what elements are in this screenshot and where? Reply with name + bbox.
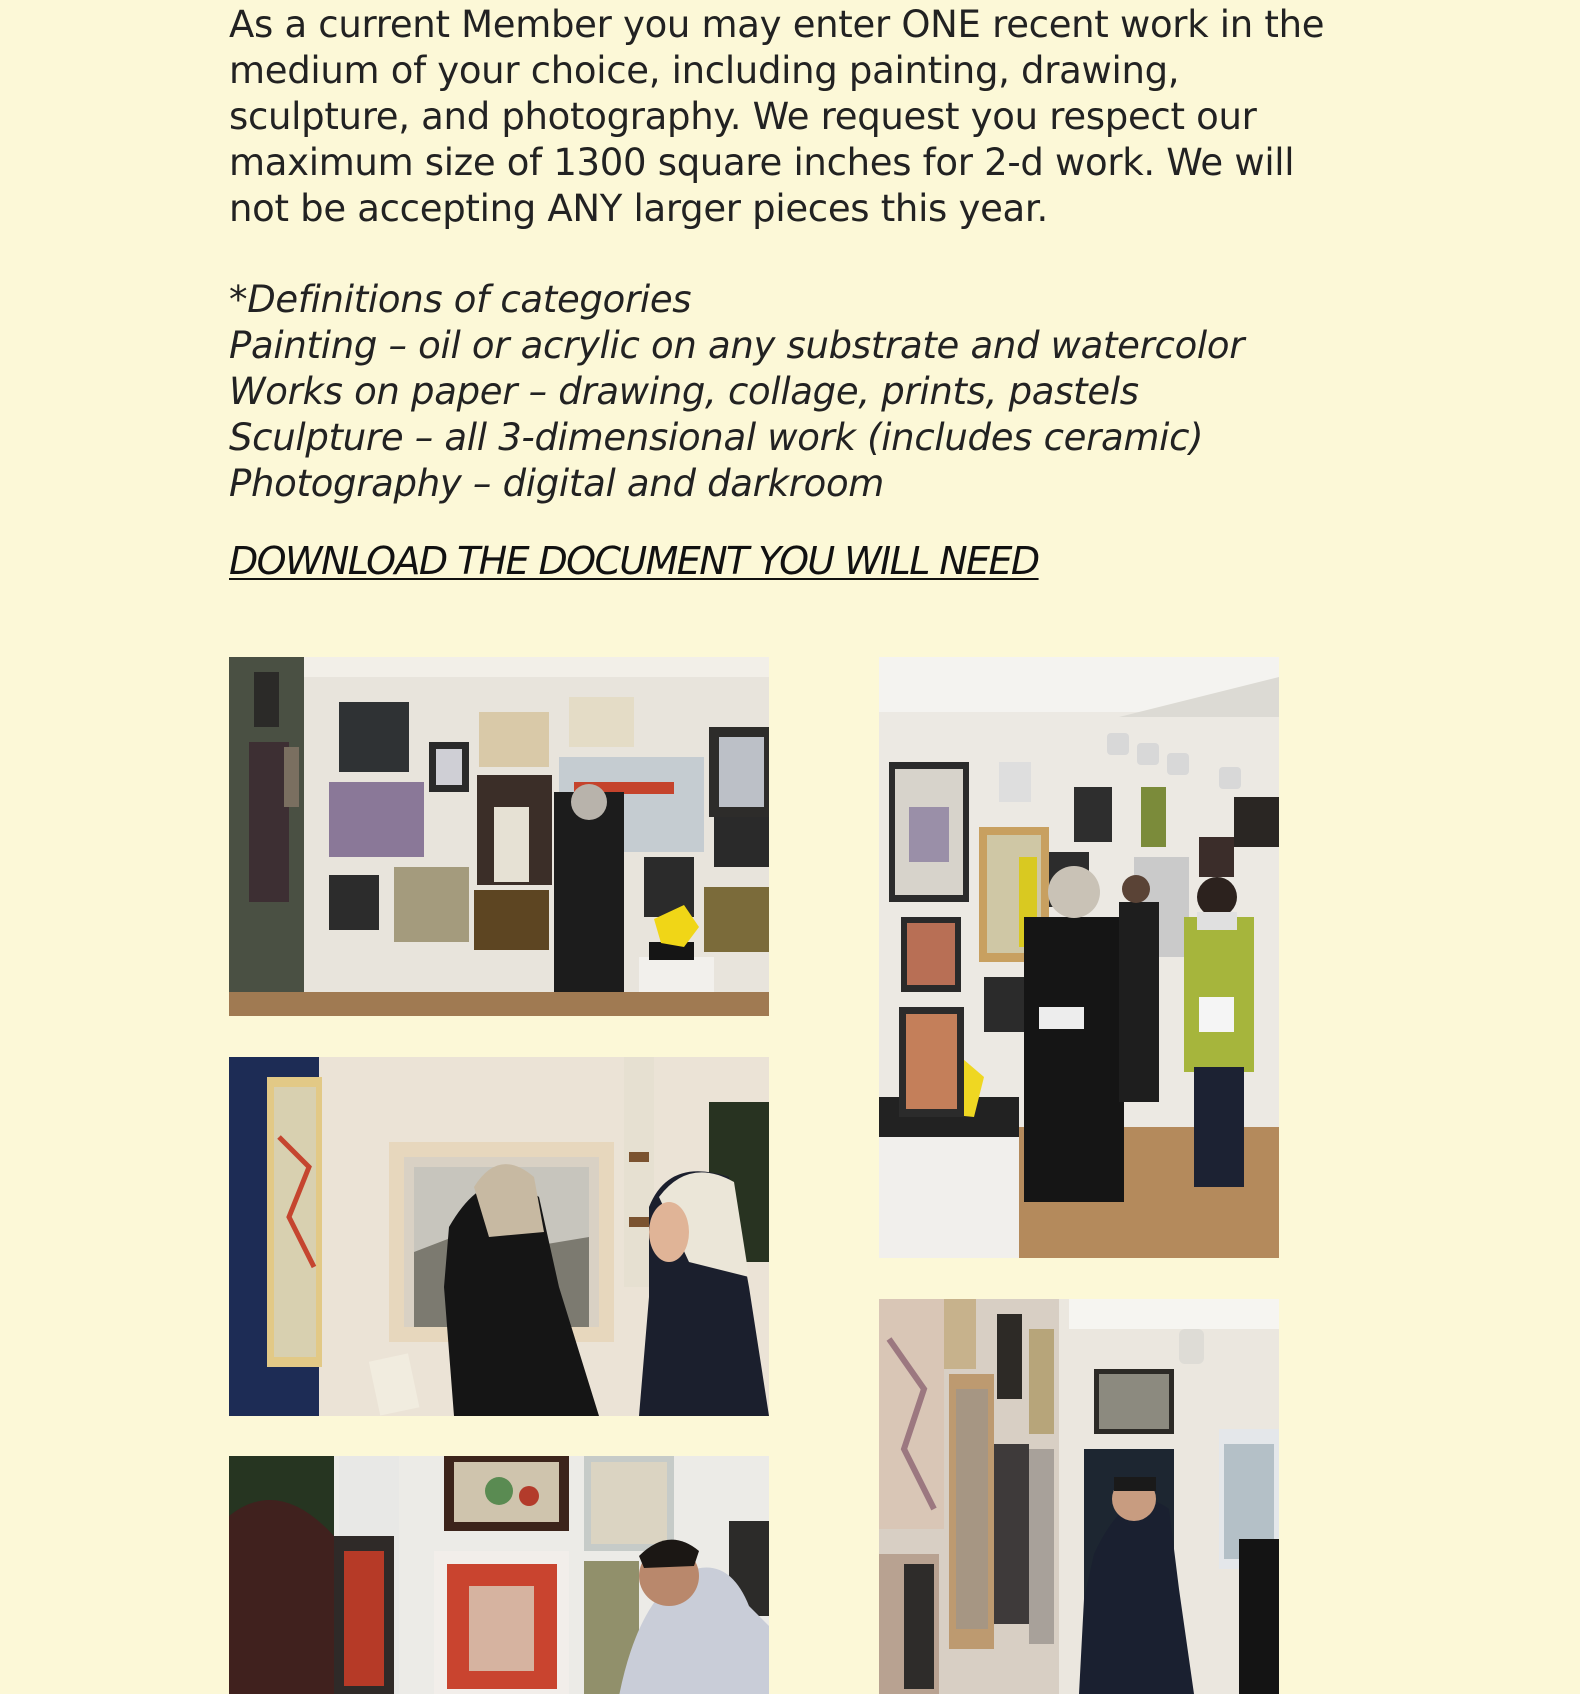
download-document-link[interactable]: DOWNLOAD THE DOCUMENT YOU WILL NEED	[229, 539, 1039, 583]
category-definitions	[229, 277, 1379, 507]
definition-sculpture: Sculpture – all 3-dimensional work (includes ceramic)	[229, 416, 1204, 459]
gallery-photo-wall-man-sculpture[interactable]	[229, 657, 769, 1016]
gallery-photo-man-raven-painting[interactable]	[879, 1299, 1279, 1694]
definition-photography: Photography – digital and darkroom	[229, 462, 885, 505]
gallery-photo-man-colorful-art[interactable]	[229, 1456, 769, 1694]
definitions-heading: *Definitions of categories	[229, 278, 692, 321]
intro-paragraph: As a current Member you may enter ONE recent work in the medium of your choice, including painting, drawing, sculpture, and photography. We request you respect our maximum size of 1300 square inches for 2-d work. We will not be accepting ANY larger pieces this year.	[229, 3, 1325, 230]
definition-works-on-paper: Works on paper – drawing, collage, prints, pastels	[229, 370, 1139, 413]
gallery-photo-two-women-painting[interactable]	[229, 1057, 769, 1416]
definition-painting: Painting – oil or acrylic on any substrate and watercolor	[229, 324, 1245, 367]
gallery-photo-women-viewing[interactable]	[879, 657, 1279, 1258]
